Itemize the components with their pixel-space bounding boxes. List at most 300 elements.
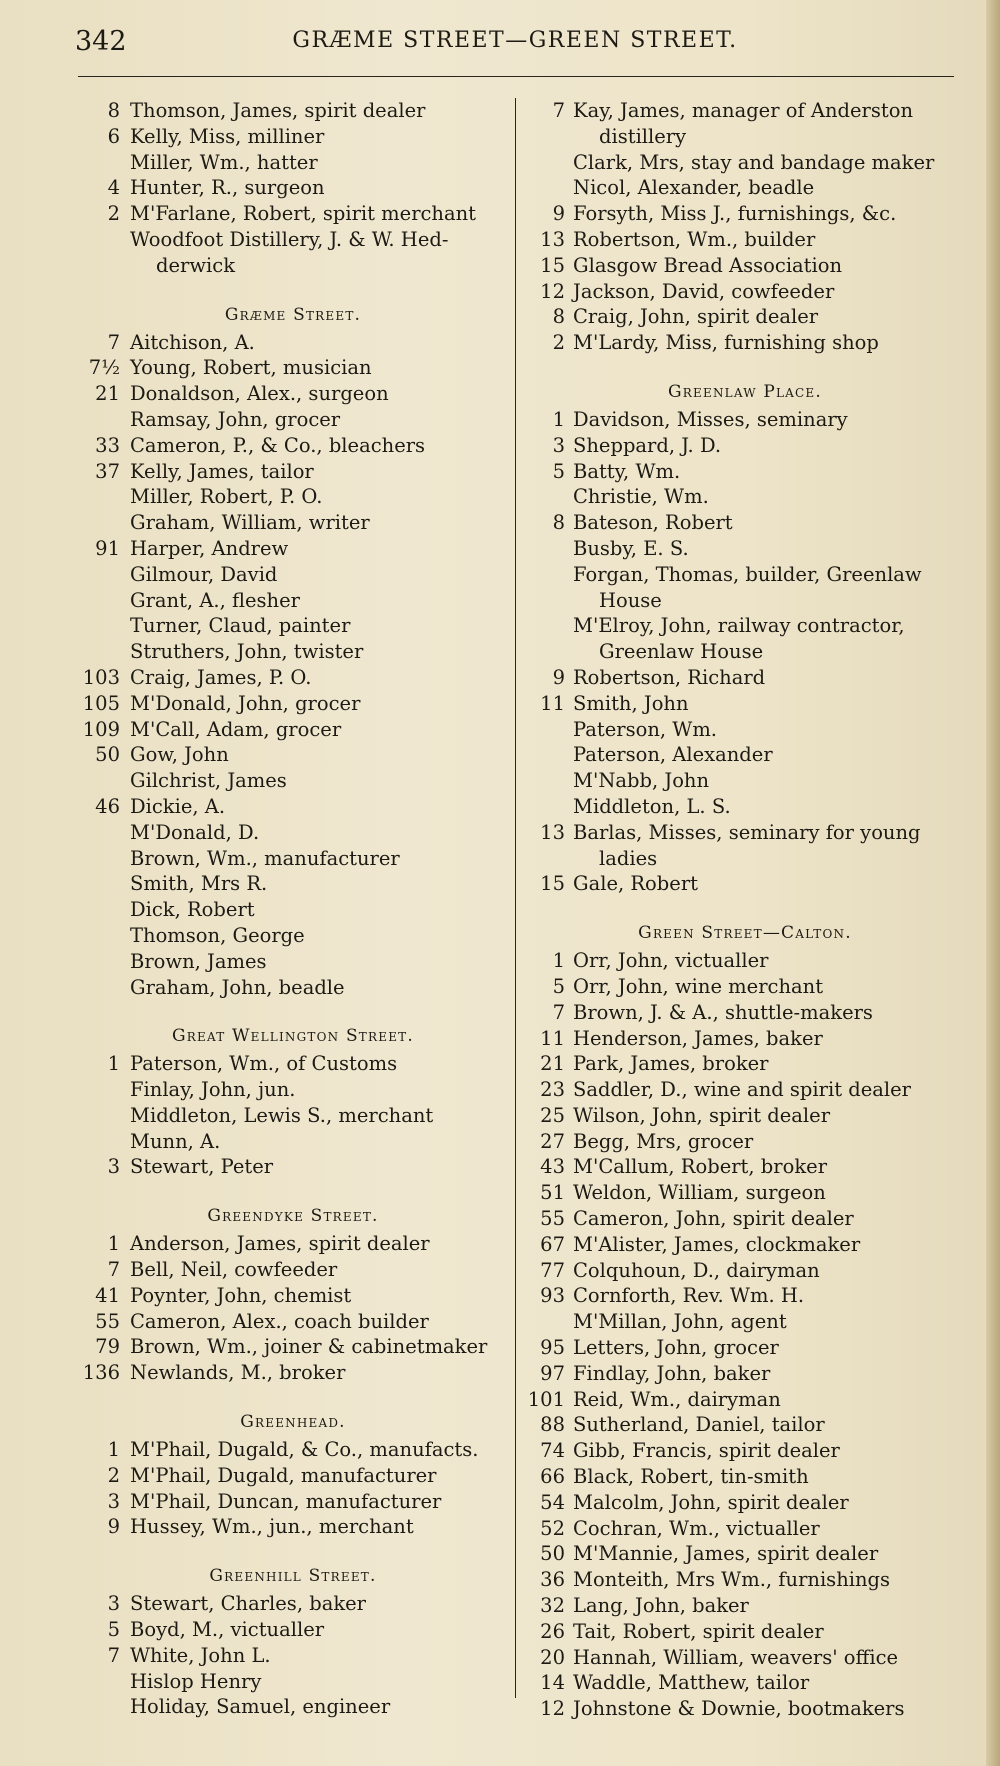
house-number: 14 xyxy=(540,1671,565,1695)
resident-name: Davidson, Misses, seminary xyxy=(573,407,848,431)
house-number: 13 xyxy=(540,227,565,251)
directory-entry xyxy=(525,639,965,665)
resident-name: Monteith, Mrs Wm., furnishings xyxy=(573,1568,891,1592)
directory-entry xyxy=(78,1617,508,1643)
right-column xyxy=(525,98,965,1722)
directory-entry xyxy=(78,949,508,975)
resident-name: Jackson, David, cowfeeder xyxy=(573,279,835,303)
house-number: 27 xyxy=(540,1129,565,1153)
resident-name: Malcolm, John, spirit dealer xyxy=(573,1490,849,1514)
resident-name: Stewart, Charles, baker xyxy=(130,1592,366,1616)
resident-name: Letters, John, grocer xyxy=(573,1336,779,1360)
house-number: 8 xyxy=(107,99,120,122)
resident-name: Bateson, Robert xyxy=(573,511,733,535)
directory-entry xyxy=(525,820,965,846)
house-number: 1 xyxy=(552,407,565,431)
directory-entry xyxy=(525,279,965,305)
directory-entry xyxy=(525,665,965,691)
resident-name: ladies xyxy=(599,846,658,870)
page-header xyxy=(75,26,955,66)
resident-name: Boyd, M., victualler xyxy=(130,1618,325,1642)
resident-name: Paterson, Wm. xyxy=(573,717,718,741)
house-number: 2 xyxy=(552,331,565,355)
directory-entry xyxy=(525,846,965,872)
resident-name: Barlas, Misses, seminary for young xyxy=(573,820,921,844)
resident-name: Finlay, John, jun. xyxy=(130,1078,296,1102)
directory-entry xyxy=(78,717,508,743)
resident-name: M'Nabb, John xyxy=(573,769,710,793)
left-column xyxy=(78,98,508,1720)
directory-entry xyxy=(78,1154,508,1180)
directory-entry xyxy=(78,459,508,485)
street-heading: Greenlaw Place. xyxy=(668,381,822,402)
directory-entry xyxy=(78,201,508,227)
house-number: 74 xyxy=(540,1439,565,1463)
street-heading: Greenhead. xyxy=(240,1412,346,1433)
resident-name: derwick xyxy=(156,253,236,277)
directory-entry xyxy=(525,948,965,974)
house-number: 2 xyxy=(107,202,120,226)
resident-name: Graham, William, writer xyxy=(130,511,370,535)
resident-name: Findlay, John, baker xyxy=(573,1361,771,1385)
resident-name: Greenlaw House xyxy=(599,640,764,664)
house-number: 26 xyxy=(540,1619,565,1643)
house-number: 25 xyxy=(540,1103,565,1127)
house-number: 43 xyxy=(540,1155,565,1179)
directory-entry xyxy=(78,433,508,459)
resident-name: Middleton, L. S. xyxy=(573,794,731,818)
directory-entry xyxy=(525,1206,965,1232)
resident-name: Thomson, James, spirit dealer xyxy=(130,99,426,122)
directory-entry xyxy=(78,510,508,536)
directory-entry xyxy=(78,1077,508,1103)
house-number: 8 xyxy=(552,511,565,535)
resident-name: Kelly, Miss, milliner xyxy=(130,124,325,148)
directory-entry xyxy=(525,742,965,768)
directory-entry xyxy=(525,330,965,356)
house-number: 77 xyxy=(540,1258,565,1282)
resident-name: Craig, John, spirit dealer xyxy=(573,305,819,329)
resident-name: M'Millan, John, agent xyxy=(573,1310,787,1334)
directory-entry xyxy=(78,897,508,923)
directory-entry xyxy=(78,820,508,846)
directory-entry xyxy=(525,1464,965,1490)
resident-name: Hunter, R., surgeon xyxy=(130,176,325,200)
resident-name: Newlands, M., broker xyxy=(130,1361,346,1385)
house-number: 93 xyxy=(540,1284,565,1308)
directory-entry xyxy=(525,1180,965,1206)
house-number: 97 xyxy=(540,1361,565,1385)
directory-entry xyxy=(78,330,508,356)
house-number: 15 xyxy=(540,253,565,277)
resident-name: distillery xyxy=(599,124,687,148)
resident-name: Wilson, John, spirit dealer xyxy=(573,1103,831,1127)
resident-name: Munn, A. xyxy=(130,1129,221,1153)
resident-name: Ramsay, John, grocer xyxy=(130,407,341,431)
directory-entry xyxy=(525,691,965,717)
directory-entry xyxy=(525,717,965,743)
house-number: 67 xyxy=(540,1232,565,1256)
house-number: 103 xyxy=(82,665,120,689)
resident-name: Paterson, Wm., of Customs xyxy=(130,1052,398,1076)
house-number: 7 xyxy=(552,1000,565,1024)
directory-entry xyxy=(525,304,965,330)
directory-entry xyxy=(525,1283,965,1309)
resident-name: White, John L. xyxy=(130,1643,271,1667)
street-heading: Greendyke Street. xyxy=(207,1206,379,1227)
resident-name: Paterson, Alexander xyxy=(573,743,773,767)
resident-name: Craig, James, P. O. xyxy=(130,665,312,689)
house-number: 2 xyxy=(107,1463,120,1487)
directory-entry xyxy=(525,227,965,253)
directory-entry xyxy=(78,1643,508,1669)
resident-name: Saddler, D., wine and spirit dealer xyxy=(573,1078,911,1102)
directory-entry xyxy=(78,98,508,124)
resident-name: Smith, Mrs R. xyxy=(130,872,268,896)
resident-name: Graham, John, beadle xyxy=(130,975,345,999)
resident-name: Bell, Neil, cowfeeder xyxy=(130,1258,338,1282)
directory-entry xyxy=(525,1051,965,1077)
resident-name: Reid, Wm., dairyman xyxy=(573,1387,781,1411)
house-number: 5 xyxy=(552,459,565,483)
house-number: 136 xyxy=(82,1361,120,1385)
resident-name: Robertson, Wm., builder xyxy=(573,227,816,251)
house-number: 3 xyxy=(107,1155,120,1179)
resident-name: M'Phail, Dugald, & Co., manufacts. xyxy=(130,1438,479,1462)
house-number: 4 xyxy=(107,176,120,200)
directory-entry xyxy=(78,562,508,588)
resident-name: Clark, Mrs, stay and bandage maker xyxy=(573,150,935,174)
resident-name: Christie, Wm. xyxy=(573,485,709,509)
house-number: 109 xyxy=(82,717,120,741)
directory-entry xyxy=(525,150,965,176)
resident-name: Nicol, Alexander, beadle xyxy=(573,176,815,200)
house-number: 37 xyxy=(95,459,120,483)
resident-name: Black, Robert, tin-smith xyxy=(573,1465,809,1489)
directory-entry xyxy=(525,407,965,433)
directory-entry xyxy=(78,1103,508,1129)
street-heading: Greenhill Street. xyxy=(209,1566,377,1587)
directory-entry xyxy=(525,1516,965,1542)
house-number: 32 xyxy=(540,1594,565,1618)
directory-entry xyxy=(78,381,508,407)
directory-entry xyxy=(525,1026,965,1052)
directory-entry xyxy=(78,1591,508,1617)
directory-entry xyxy=(525,201,965,227)
resident-name: Anderson, James, spirit dealer xyxy=(130,1232,430,1256)
house-number: 105 xyxy=(82,691,120,715)
resident-name: Dick, Robert xyxy=(130,898,255,922)
directory-entry xyxy=(525,1619,965,1645)
directory-entry xyxy=(525,1154,965,1180)
directory-entry xyxy=(78,1514,508,1540)
resident-name: Hannah, William, weavers' office xyxy=(573,1645,899,1669)
resident-name: Grant, A., flesher xyxy=(130,588,300,612)
directory-entry xyxy=(78,1283,508,1309)
resident-name: M'Donald, D. xyxy=(130,820,260,844)
resident-name: Henderson, James, baker xyxy=(573,1026,823,1050)
directory-entry xyxy=(78,124,508,150)
resident-name: Struthers, John, twister xyxy=(130,640,364,664)
resident-name: Glasgow Bread Association xyxy=(573,253,843,277)
resident-name: Cameron, P., & Co., bleachers xyxy=(130,433,426,457)
resident-name: Gilmour, David xyxy=(130,562,278,586)
directory-entry xyxy=(525,1593,965,1619)
house-number: 21 xyxy=(540,1052,565,1076)
resident-name: Begg, Mrs, grocer xyxy=(573,1129,754,1153)
street-heading: Green Street—Calton. xyxy=(638,923,852,944)
house-number: 20 xyxy=(540,1645,565,1669)
resident-name: Brown, J. & A., shuttle-makers xyxy=(573,1000,873,1024)
directory-entry xyxy=(78,355,508,381)
resident-name: Batty, Wm. xyxy=(573,459,681,483)
directory-entry xyxy=(78,150,508,176)
directory-entry xyxy=(525,1645,965,1671)
house-number: 1 xyxy=(107,1438,120,1462)
house-number: 52 xyxy=(540,1516,565,1540)
directory-entry xyxy=(525,871,965,897)
book-spine-edge xyxy=(986,0,1000,1766)
directory-entry xyxy=(525,510,965,536)
house-number: 3 xyxy=(107,1592,120,1616)
house-number: 50 xyxy=(95,743,120,767)
house-number: 36 xyxy=(540,1568,565,1592)
house-number: 1 xyxy=(107,1232,120,1256)
page-number: 342 xyxy=(75,26,127,57)
directory-entry xyxy=(78,1257,508,1283)
directory-entry xyxy=(78,1463,508,1489)
directory-entry xyxy=(78,846,508,872)
resident-name: M'Lardy, Miss, furnishing shop xyxy=(573,331,879,355)
house-number: 21 xyxy=(95,382,120,406)
house-number: 7 xyxy=(107,1258,120,1282)
house-number: 13 xyxy=(540,820,565,844)
directory-entry xyxy=(525,1335,965,1361)
house-number: 88 xyxy=(540,1413,565,1437)
resident-name: Holiday, Samuel, engineer xyxy=(130,1695,391,1719)
directory-entry xyxy=(525,1232,965,1258)
directory-entry xyxy=(525,1541,965,1567)
directory-entry xyxy=(525,974,965,1000)
directory-entry xyxy=(78,768,508,794)
resident-name: Lang, John, baker xyxy=(573,1594,749,1618)
directory-entry xyxy=(525,613,965,639)
running-head: GRÆME STREET—GREEN STREET. xyxy=(292,28,738,53)
house-number: 46 xyxy=(95,794,120,818)
directory-entry xyxy=(525,1000,965,1026)
resident-name: Dickie, A. xyxy=(130,794,226,818)
house-number: 12 xyxy=(540,279,565,303)
directory-entry xyxy=(525,1258,965,1284)
directory-entry xyxy=(525,768,965,794)
directory-entry xyxy=(525,484,965,510)
header-rule xyxy=(78,76,954,77)
house-number: 7 xyxy=(107,330,120,354)
directory-entry xyxy=(78,1694,508,1720)
directory-entry xyxy=(525,1670,965,1696)
column-divider xyxy=(515,98,516,1698)
house-number: 23 xyxy=(540,1078,565,1102)
resident-name: Stewart, Peter xyxy=(130,1155,274,1179)
resident-name: Gow, John xyxy=(130,743,229,767)
directory-entry xyxy=(78,227,508,253)
directory-entry xyxy=(525,1361,965,1387)
directory-entry xyxy=(78,588,508,614)
house-number: 55 xyxy=(95,1309,120,1333)
house-number: 11 xyxy=(540,691,565,715)
resident-name: Smith, John xyxy=(573,691,689,715)
resident-name: Weldon, William, surgeon xyxy=(573,1181,826,1205)
house-number: 15 xyxy=(540,872,565,896)
resident-name: Forsyth, Miss J., furnishings, &c. xyxy=(573,202,897,226)
directory-entry xyxy=(78,1489,508,1515)
directory-entry xyxy=(525,1387,965,1413)
house-number: 51 xyxy=(540,1181,565,1205)
directory-entry xyxy=(525,1567,965,1593)
directory-entry xyxy=(78,1669,508,1695)
house-number: 3 xyxy=(552,433,565,457)
resident-name: Cornforth, Rev. Wm. H. xyxy=(573,1284,805,1308)
resident-name: Woodfoot Distillery, J. & W. Hed- xyxy=(130,227,449,251)
resident-name: Park, James, broker xyxy=(573,1052,769,1076)
directory-entry xyxy=(78,794,508,820)
directory-entry xyxy=(78,665,508,691)
directory-entry xyxy=(78,742,508,768)
directory-entry xyxy=(525,433,965,459)
resident-name: Colquhoun, D., dairyman xyxy=(573,1258,820,1282)
house-number: 12 xyxy=(540,1697,565,1721)
directory-entry xyxy=(78,536,508,562)
house-number: 6 xyxy=(107,124,120,148)
resident-name: Gibb, Francis, spirit dealer xyxy=(573,1439,840,1463)
house-number: 33 xyxy=(95,433,120,457)
resident-name: Tait, Robert, spirit dealer xyxy=(573,1619,824,1643)
street-heading: Græme Street. xyxy=(224,304,362,325)
house-number: 41 xyxy=(95,1283,120,1307)
house-number: 55 xyxy=(540,1207,565,1231)
resident-name: Busby, E. S. xyxy=(573,536,689,560)
resident-name: Brown, James xyxy=(130,949,267,973)
directory-entry xyxy=(78,1309,508,1335)
resident-name: Robertson, Richard xyxy=(573,665,766,689)
resident-name: Donaldson, Alex., surgeon xyxy=(130,382,389,406)
resident-name: Miller, Robert, P. O. xyxy=(130,485,323,509)
resident-name: Young, Robert, musician xyxy=(130,356,372,380)
house-number: 1 xyxy=(107,1052,120,1076)
house-number: 8 xyxy=(552,305,565,329)
directory-entry xyxy=(78,691,508,717)
directory-entry xyxy=(78,253,508,279)
resident-name: Orr, John, victualler xyxy=(573,949,769,973)
house-number: 3 xyxy=(107,1489,120,1513)
directory-entry xyxy=(78,1231,508,1257)
resident-name: Turner, Claud, painter xyxy=(130,614,351,638)
directory-entry xyxy=(525,175,965,201)
directory-entry xyxy=(78,639,508,665)
house-number: 66 xyxy=(540,1465,565,1489)
directory-entry xyxy=(78,871,508,897)
directory-entry xyxy=(78,407,508,433)
resident-name: Middleton, Lewis S., merchant xyxy=(130,1103,434,1127)
resident-name: Forgan, Thomas, builder, Greenlaw xyxy=(573,562,922,586)
house-number: 5 xyxy=(107,1618,120,1642)
directory-entry xyxy=(525,253,965,279)
resident-name: Brown, Wm., manufacturer xyxy=(130,846,400,870)
resident-name: Sheppard, J. D. xyxy=(573,433,722,457)
resident-name: M'Phail, Dugald, manufacturer xyxy=(130,1463,437,1487)
resident-name: Aitchison, A. xyxy=(130,330,255,354)
resident-name: House xyxy=(599,588,662,612)
directory-entry xyxy=(525,1490,965,1516)
resident-name: M'Alister, James, clockmaker xyxy=(573,1232,861,1256)
directory-entry xyxy=(525,1309,965,1335)
resident-name: Sutherland, Daniel, tailor xyxy=(573,1413,825,1437)
house-number: 11 xyxy=(540,1026,565,1050)
directory-entry xyxy=(525,588,965,614)
directory-entry xyxy=(78,1437,508,1463)
resident-name: Waddle, Matthew, tailor xyxy=(573,1671,810,1695)
directory-entry xyxy=(525,1129,965,1155)
directory-entry xyxy=(525,98,965,124)
resident-name: Cameron, John, spirit dealer xyxy=(573,1207,854,1231)
resident-name: Gale, Robert xyxy=(573,872,698,896)
resident-name: M'Callum, Robert, broker xyxy=(573,1155,828,1179)
directory-entry xyxy=(78,484,508,510)
house-number: 79 xyxy=(95,1335,120,1359)
house-number: 50 xyxy=(540,1542,565,1566)
directory-entry xyxy=(78,1360,508,1386)
directory-entry xyxy=(78,975,508,1001)
resident-name: Kay, James, manager of Anderston xyxy=(573,99,914,122)
resident-name: Miller, Wm., hatter xyxy=(130,150,318,174)
resident-name: Brown, Wm., joiner & cabinetmaker xyxy=(130,1335,488,1359)
directory-entry xyxy=(525,124,965,150)
resident-name: Johnstone & Downie, bootmakers xyxy=(573,1697,905,1721)
directory-entry xyxy=(525,794,965,820)
house-number: 5 xyxy=(552,974,565,998)
resident-name: M'Elroy, John, railway contractor, xyxy=(573,614,905,638)
resident-name: M'Donald, John, grocer xyxy=(130,691,361,715)
house-number: 54 xyxy=(540,1490,565,1514)
directory-entry xyxy=(525,536,965,562)
street-heading: Great Wellington Street. xyxy=(172,1026,414,1047)
resident-name: M'Farlane, Robert, spirit merchant xyxy=(130,202,477,226)
directory-entry xyxy=(525,459,965,485)
resident-name: Cochran, Wm., victualler xyxy=(573,1516,820,1540)
directory-entry xyxy=(525,1103,965,1129)
house-number: 7½ xyxy=(88,356,120,380)
resident-name: Hussey, Wm., jun., merchant xyxy=(130,1515,414,1539)
resident-name: M'Call, Adam, grocer xyxy=(130,717,342,741)
resident-name: Cameron, Alex., coach builder xyxy=(130,1309,429,1333)
house-number: 91 xyxy=(95,536,120,560)
house-number: 101 xyxy=(527,1387,565,1411)
resident-name: Orr, John, wine merchant xyxy=(573,974,824,998)
resident-name: M'Mannie, James, spirit dealer xyxy=(573,1542,879,1566)
house-number: 95 xyxy=(540,1336,565,1360)
house-number: 9 xyxy=(552,665,565,689)
house-number: 9 xyxy=(552,202,565,226)
resident-name: Hislop Henry xyxy=(130,1669,262,1693)
resident-name: Kelly, James, tailor xyxy=(130,459,314,483)
directory-entry xyxy=(525,562,965,588)
resident-name: Gilchrist, James xyxy=(130,769,287,793)
house-number: 1 xyxy=(552,949,565,973)
house-number: 7 xyxy=(107,1643,120,1667)
directory-entry xyxy=(78,923,508,949)
directory-entry xyxy=(78,1129,508,1155)
directory-entry xyxy=(78,1334,508,1360)
